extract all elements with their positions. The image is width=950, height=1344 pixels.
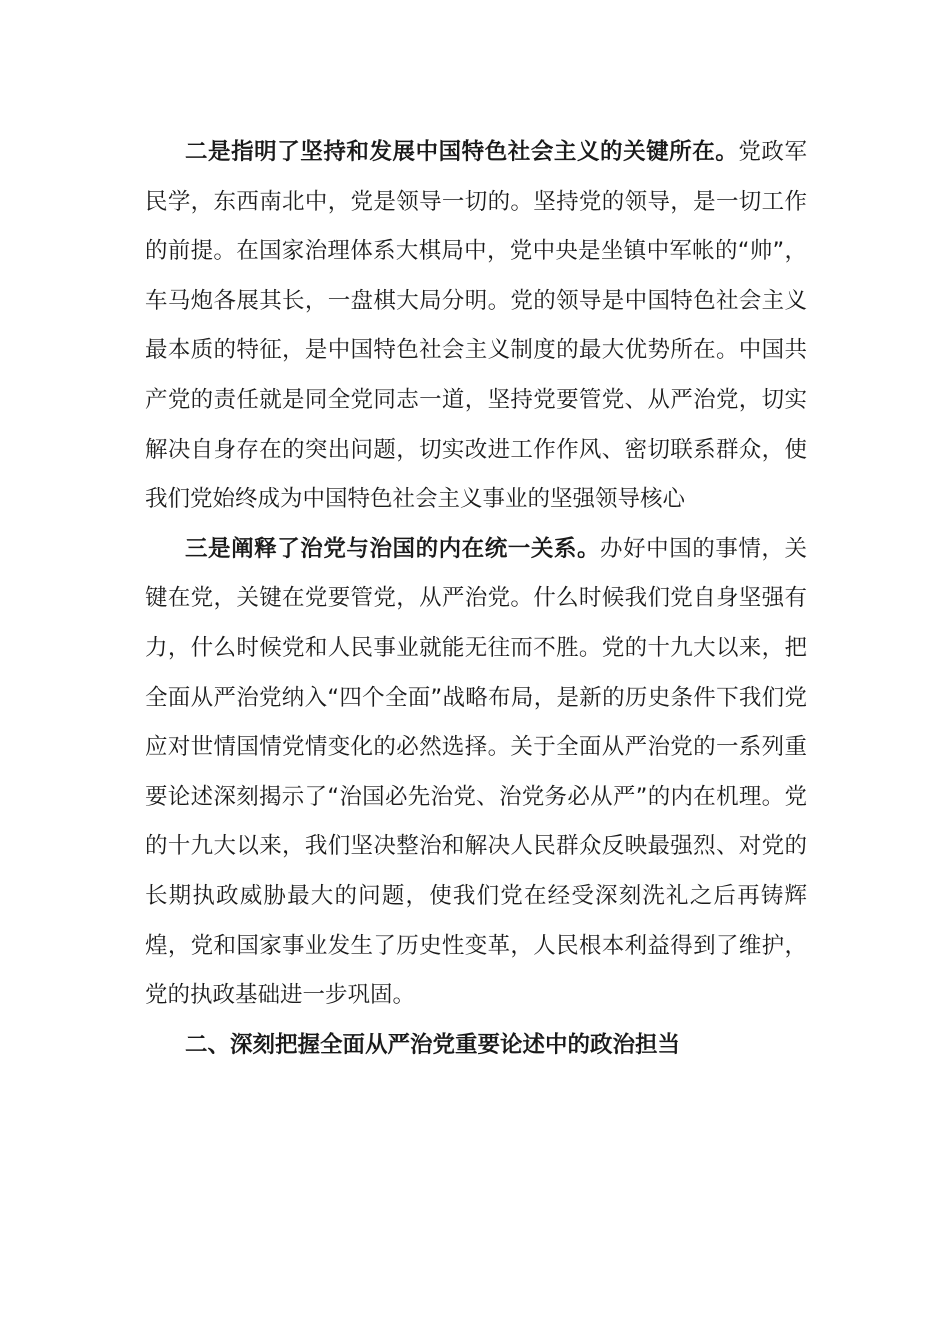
paragraph-lead: 二是指明了坚持和发展中国特色社会主义的关键所在。 (185, 139, 739, 165)
paragraph-body: 党政军民学，东西南北中，党是领导一切的。坚持党的领导，是一切工作的前提。在国家治理体系大棋局中，党中央是坐镇中军帐的“帅”，车马炮各展其长，一盘棋大局分明。党的领导是中国特色社会主义最本质的特征，是中国特色社会主义制度的最大优势所在。中国共产党的责任就是同全党同志一道，坚持党要管党、从严治党，切实解决自身存在的突出问题，切实改进工作作风、密切联系群众，使我们党始终成为中国特色社会主义事业的坚强领导核心 (145, 139, 807, 513)
paragraph-body: 办好中国的事情，关键在党，关键在党要管党，从严治党。什么时候我们党自身坚强有力，什么时候党和人民事业就能无往而不胜。党的十九大以来，把全面从严治党纳入“四个全面”战略布局，是新的历史条件下我们党应对世情国情党情变化的必然选择。关于全面从严治党的一系列重要论述深刻揭示了“治国必先治党、治党务必从严”的内在机理。党的十九大以来，我们坚决整治和解决人民群众反映最强烈、对党的长期执政威胁最大的问题，使我们党在经受深刻洗礼之后再铸辉煌，党和国家事业发生了历史性变革，人民根本利益得到了维护，党的执政基础进一步巩固。 (145, 535, 807, 1009)
section-heading: 二、深刻把握全面从严治党重要论述中的政治担当 (185, 1031, 681, 1058)
paragraph-key-point-three (145, 525, 807, 1021)
paragraph-key-point-two (145, 128, 807, 525)
document-page (145, 128, 807, 1070)
paragraph-lead: 三是阐释了治党与治国的内在统一关系。 (185, 535, 601, 562)
